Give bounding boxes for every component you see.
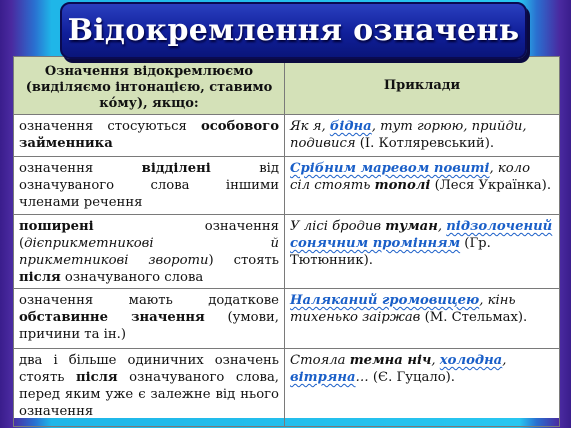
example-attribute: вітряна	[290, 370, 356, 385]
example-defined-word: темна ніч	[349, 353, 432, 368]
condition-cell	[14, 157, 285, 215]
header-examples	[285, 57, 560, 115]
example-cell	[285, 289, 560, 349]
condition-key-term: обставинне значення	[19, 310, 205, 325]
example-source: (Гр. Тютюнник).	[290, 236, 491, 268]
condition-cell	[14, 115, 285, 157]
example-text: У лісі бродив	[290, 219, 386, 234]
rules-table	[13, 56, 560, 427]
example-text: , тут горюю, прийди, подивися	[290, 119, 527, 151]
condition-text: означуваного слова	[60, 270, 204, 285]
example-text: Як я,	[290, 119, 330, 134]
condition-key-term: після	[19, 270, 61, 285]
condition-cell	[14, 289, 285, 349]
example-attribute: холодна	[439, 353, 503, 368]
condition-text: означення стосуються	[19, 119, 201, 134]
condition-text: два і більше одиничних означень стоять	[19, 353, 279, 385]
example-text: , коло сіл стоять	[290, 161, 531, 193]
slide-title: Відокремлення означень	[67, 13, 520, 48]
header-conditions	[14, 57, 285, 115]
condition-key-term: особового займенника	[19, 119, 279, 151]
example-cell	[285, 115, 560, 157]
rules-table-container	[13, 56, 559, 418]
example-attribute: Наляканий громовицею	[290, 293, 480, 308]
slide-title-banner	[60, 2, 527, 59]
condition-text: означення	[19, 161, 142, 176]
condition-key-term: після	[75, 370, 118, 385]
example-defined-word: туман	[385, 219, 438, 234]
example-source: (Леся Українка).	[430, 178, 552, 193]
table-row	[14, 289, 560, 349]
condition-text: (умови, причини та ін.)	[19, 310, 279, 342]
condition-text: від означуваного слова іншими членами речення	[19, 161, 279, 210]
example-defined-word: тополі	[374, 178, 431, 193]
table-row	[14, 115, 560, 157]
example-text: ,	[431, 353, 440, 368]
table-row	[14, 349, 560, 427]
condition-text: означуваного слова, перед яким уже є залежне від нього означення	[19, 370, 279, 419]
table-header-row	[14, 57, 560, 115]
condition-key-term: поширені	[19, 219, 94, 234]
condition-cell	[14, 349, 285, 427]
example-attribute: підзолочений сонячним промінням	[290, 219, 553, 251]
example-attribute: бідна	[329, 119, 372, 134]
example-source: (Є. Гуцало).	[372, 370, 455, 385]
condition-cell	[14, 215, 285, 289]
example-cell	[285, 157, 560, 215]
header-examples-text: Приклади	[383, 78, 461, 93]
example-attribute: Срібним маревом повиті	[290, 161, 490, 176]
example-source: (М. Стельмах).	[424, 310, 528, 325]
example-text: ,	[502, 353, 507, 368]
condition-text: ) стоять	[208, 253, 279, 268]
condition-key-term: відділені	[141, 161, 211, 176]
condition-text: означення (	[19, 219, 279, 251]
header-conditions-text: Означення відокремлюємо (виділяємо інтонацією, ставимо ко́му), якщо:	[25, 63, 273, 111]
example-text: Стояла	[290, 353, 350, 368]
example-cell	[285, 349, 560, 427]
example-text: , кінь тихенько заіржав	[290, 293, 516, 325]
example-text: ,	[437, 219, 447, 234]
example-source: (І. Котляревський).	[359, 136, 495, 151]
table-row	[14, 215, 560, 289]
condition-note: дієприкметникові й прикметникові звороти	[19, 236, 279, 268]
table-row	[14, 157, 560, 215]
example-text: …	[355, 370, 373, 385]
condition-text: означення мають додаткове	[19, 293, 279, 308]
example-cell	[285, 215, 560, 289]
